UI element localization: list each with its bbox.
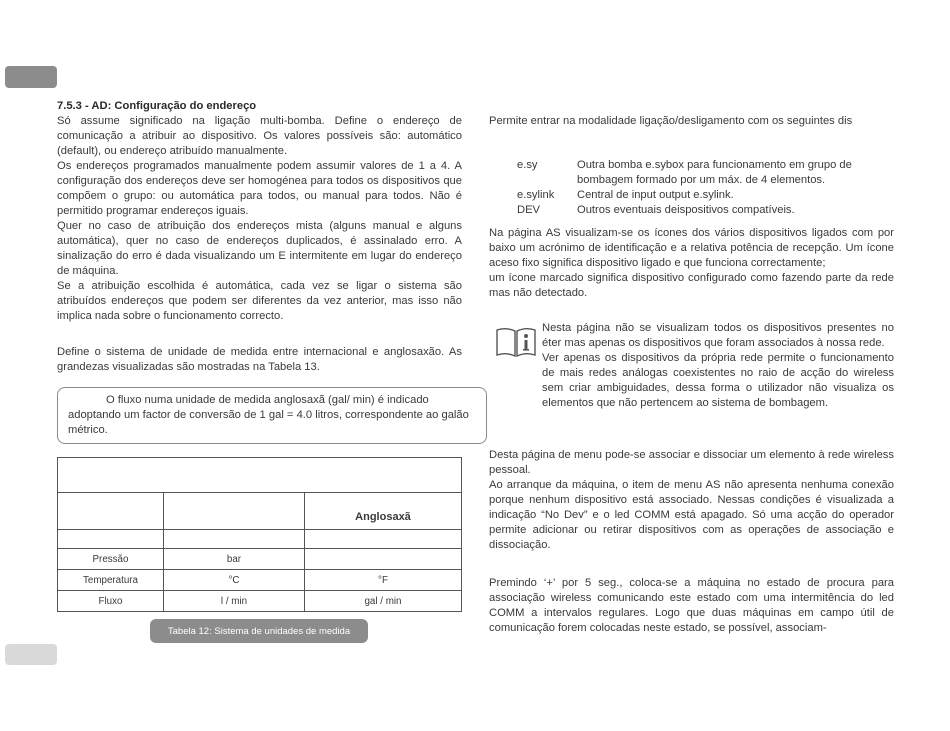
paragraph-icons-marked: um ícone marcado significa dispositivo configurado como fazendo parte da rede mas não detectado.	[489, 272, 894, 299]
chapter-tab	[5, 66, 57, 88]
page-tab	[5, 644, 57, 665]
header-anglosaxon: Anglosaxã	[305, 493, 462, 530]
note-text: O fluxo numa unidade de medida anglosaxã (gal/ min) é indicado adoptando um factor de conversão de 1 gal = 4.0 litros, correspondente ao galão métrico.	[68, 394, 469, 436]
table-row: Fluxo l / min gal / min	[58, 591, 462, 612]
left-column	[57, 99, 462, 324]
table-subheader-row	[58, 530, 462, 549]
paragraph-ad-error: Quer no caso de atribuição dos endereços mista (alguns manual e alguns automática), quer no caso de endereços duplicados, é assinalado erro. A sinalização do erro é dada visualizando um E intermitente em lugar do endereço de máquina.	[57, 220, 462, 277]
as-icons-text	[489, 226, 894, 301]
menu-text	[489, 448, 894, 553]
paragraph-ad-auto: Se a atribuição escolhida é automática, cada vez se ligar o sistema são atribuídos endereços que podem ser diferentes da vez anterior, mas isso não implica nada sobre o funcionamento correcto.	[57, 280, 462, 322]
units-table	[57, 457, 462, 612]
units-intro	[57, 345, 462, 375]
note-box	[57, 387, 487, 444]
table-row: Pressão bar	[58, 549, 462, 570]
table-header-row	[58, 493, 462, 530]
table-row: Temperatura °C °F	[58, 570, 462, 591]
paragraph-ad-manual: Os endereços programados manualmente podem assumir valores de 1 a 4. A configuração dos endereços deve ser homogénea para todos os dispositivos que compõem o grupo: ou automática para todos, ou manual para todos. Não é permitido programar endereços iguais.	[57, 160, 462, 217]
paragraph-icons: Na página AS visualizam-se os ícones dos vários dispositivos ligados com por baixo um acrónimo de identificação e a relativa potência de recepção. Um ícone aceso fixo significa dispositivo ligado e que funciona correctamente;	[489, 227, 894, 269]
as-intro	[489, 114, 894, 129]
info-text-2: Ver apenas os dispositivos da própria rede permite o funcionamento de mais redes análogas coexistentes no raio de acção do wireless sem criar ambiguidades, dessa forma o utilizador não visualiza os elementos que não pertencem ao sistema de bombagem.	[542, 352, 894, 409]
table-caption: Tabela 12: Sistema de unidades de medida	[150, 619, 368, 643]
press-text	[489, 576, 894, 636]
paragraph-ad-intro: Só assume significado na ligação multi-bomba. Define o endereço de comunicação a atribuir ao dispositivo. Os valores possíveis são: automático (default), ou endereço atribuído manualmente.	[57, 115, 462, 157]
info-text-1: Nesta página não se visualizam todos os dispositivos presentes no éter mas apenas os dispositivos que foram associados à nossa rede.	[542, 322, 894, 349]
section-heading: 7.5.3 - AD: Configuração do endereço	[57, 100, 257, 112]
paragraph-press: Premindo ‘+’ por 5 seg., coloca-se a máquina no estado de procura para associação wireless comunicando este estado com uma intermitência do led COMM a intervalos regulares. Logo que duas máquinas em campo útil de comunicação forem colocadas neste estado, se possível, associam-	[489, 577, 894, 634]
paragraph-as-intro: Permite entrar na modalidade ligação/desligamento com os seguintes dis	[489, 115, 853, 127]
book-info-icon	[495, 326, 537, 358]
table-title-row	[58, 458, 462, 493]
info-note	[542, 321, 894, 411]
paragraph-menu-1: Desta página de menu pode-se associar e dissociar um elemento à rede wireless pessoal.	[489, 449, 894, 476]
paragraph-menu-2: Ao arranque da máquina, o item de menu AS não apresenta nenhuma conexão porque nenhum dispositivo está associado. Nessas condições é visualizada a indicação “No Dev” e o led COMM está apagado. Só uma acção do operador permite adicionar ou retirar dispositivos com as operações de associação e dissociação.	[489, 479, 894, 551]
paragraph-units: Define o sistema de unidade de medida entre internacional e anglosaxão. As grandezas visualizadas são mostradas na Tabela 13.	[57, 346, 462, 373]
